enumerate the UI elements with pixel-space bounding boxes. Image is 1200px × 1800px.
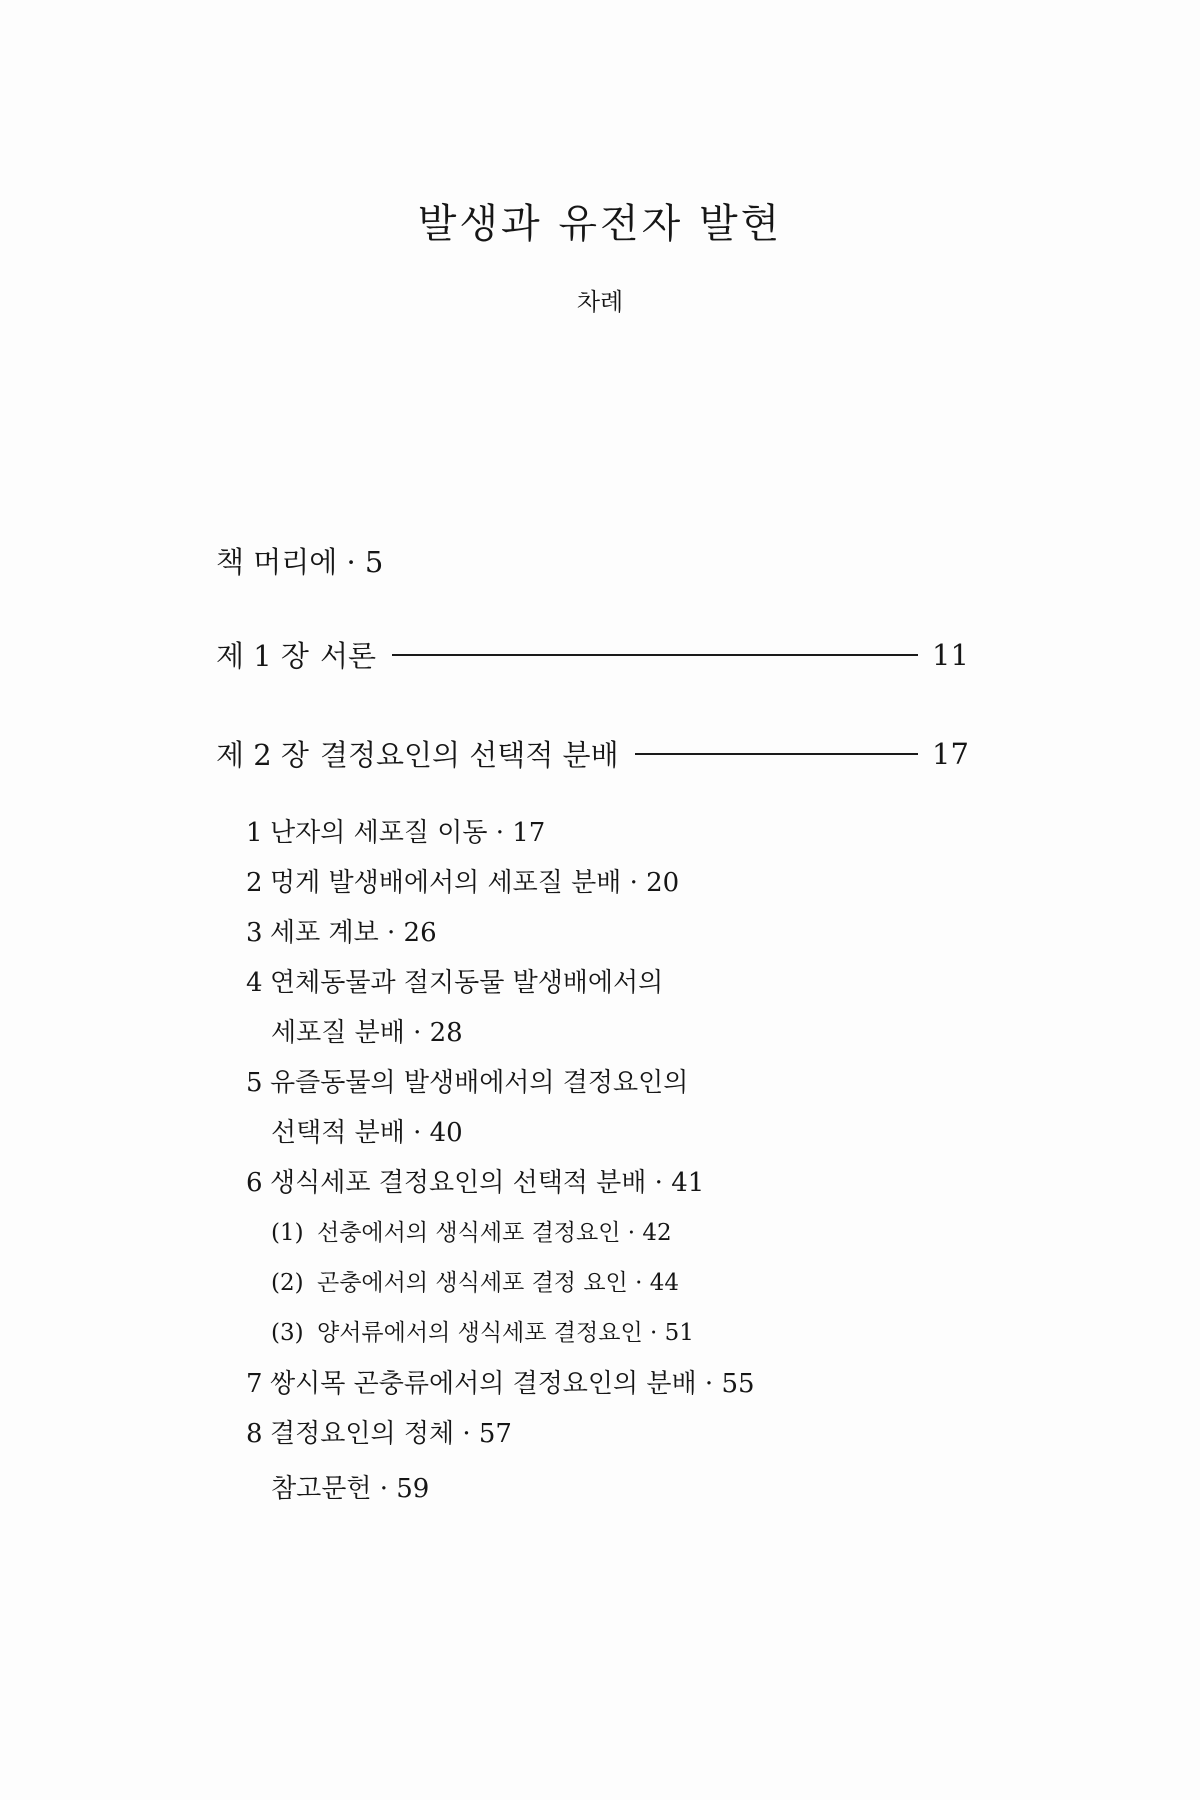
subsection-number: (1) xyxy=(271,1220,304,1246)
section-text: 유즐동물의 발생배에서의 결정요인의 xyxy=(270,1068,689,1098)
toc-references[interactable]: 참고문헌 · 59 xyxy=(271,1474,430,1504)
chapter-title: 결정요인의 선택적 분배 xyxy=(320,738,619,772)
subsection-number: (2) xyxy=(271,1270,304,1296)
section-text: 연체동물과 절지동물 발생배에서의 xyxy=(270,968,664,998)
section-text: 난자의 세포질 이동 · 17 xyxy=(270,818,546,848)
contents-heading: 차례 xyxy=(576,288,624,316)
toc-section-3[interactable] xyxy=(246,912,437,949)
section-text: 세포 계보 · 26 xyxy=(270,918,437,948)
section-number: 2 xyxy=(246,868,263,898)
toc-chapter-1[interactable] xyxy=(216,634,969,675)
book-title: 발생과 유전자 발현 xyxy=(417,201,783,247)
toc-subsection-3[interactable] xyxy=(271,1314,694,1347)
toc-section-5-continued[interactable]: 선택적 분배 · 40 xyxy=(271,1118,463,1148)
section-number: 1 xyxy=(246,818,263,848)
section-text: 쌍시목 곤충류에서의 결정요인의 분배 · 55 xyxy=(270,1369,755,1399)
toc-section-6[interactable] xyxy=(246,1162,704,1199)
toc-section-8[interactable] xyxy=(246,1413,512,1450)
section-number: 5 xyxy=(246,1068,263,1098)
toc-chapter-2[interactable] xyxy=(216,733,969,774)
subsection-number: (3) xyxy=(271,1320,304,1346)
chapter-title: 서론 xyxy=(320,639,377,673)
section-number: 6 xyxy=(246,1168,263,1198)
toc-section-5[interactable] xyxy=(246,1062,688,1099)
toc-section-2[interactable] xyxy=(246,862,679,899)
section-number: 4 xyxy=(246,968,263,998)
chapter-page: 17 xyxy=(932,736,969,771)
chapter-number: 제 2 장 xyxy=(216,738,309,772)
section-text: 결정요인의 정체 · 57 xyxy=(270,1419,512,1449)
toc-section-4[interactable] xyxy=(246,962,663,999)
section-text: 멍게 발생배에서의 세포질 분배 · 20 xyxy=(270,868,680,898)
section-number: 3 xyxy=(246,918,263,948)
toc-foreword[interactable]: 책 머리에 · 5 xyxy=(216,545,384,579)
toc-section-7[interactable] xyxy=(246,1363,755,1400)
subsection-text: 양서류에서의 생식세포 결정요인 · 51 xyxy=(317,1320,694,1346)
chapter-number: 제 1 장 xyxy=(216,639,309,673)
chapter-page: 11 xyxy=(932,637,969,672)
subsection-text: 곤충에서의 생식세포 결정 요인 · 44 xyxy=(317,1270,679,1296)
toc-subsection-2[interactable] xyxy=(271,1264,679,1297)
section-number: 8 xyxy=(246,1419,263,1449)
subsection-text: 선충에서의 생식세포 결정요인 · 42 xyxy=(317,1220,672,1246)
toc-subsection-1[interactable] xyxy=(271,1214,672,1247)
toc-section-1[interactable] xyxy=(246,812,545,849)
toc-section-4-continued[interactable]: 세포질 분배 · 28 xyxy=(271,1018,463,1048)
leader-line xyxy=(635,753,918,755)
leader-line xyxy=(392,654,918,656)
section-number: 7 xyxy=(246,1369,263,1399)
section-text: 생식세포 결정요인의 선택적 분배 · 41 xyxy=(270,1168,705,1198)
